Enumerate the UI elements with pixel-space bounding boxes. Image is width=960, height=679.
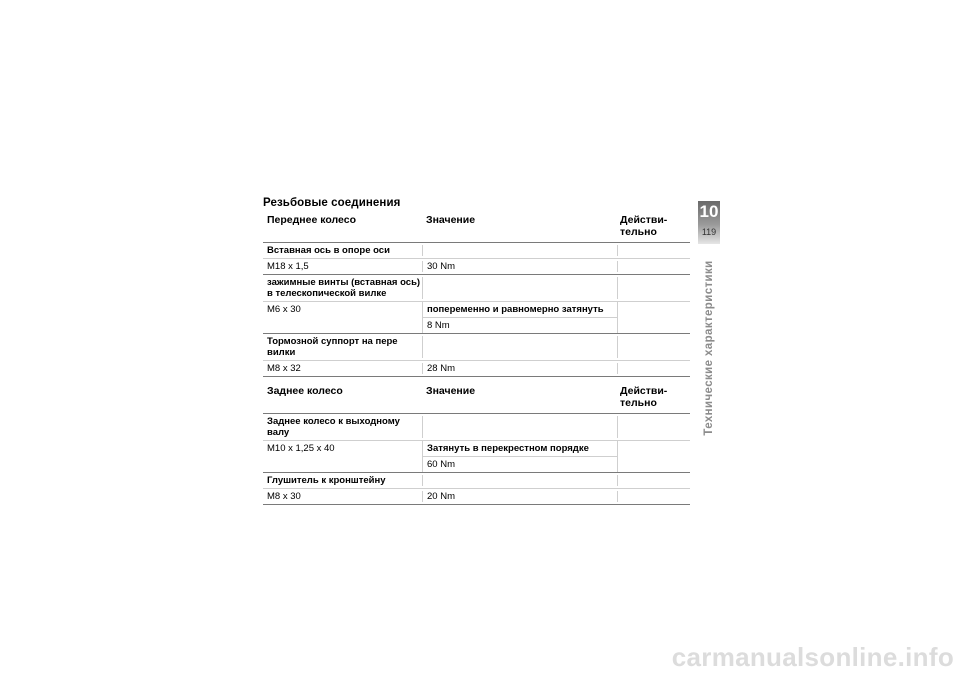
page-title: Резьбовые соединения [263, 197, 401, 209]
table-row [263, 441, 690, 473]
torque-instruction: Затянуть в перекрестном порядке [427, 443, 589, 454]
header-component: Заднее колесо [267, 385, 343, 397]
component-label: Вставная ось в опоре оси [267, 245, 390, 256]
component-label: Заднее колесо к выходному валу [267, 416, 400, 438]
thread-size: M18 x 1,5 [267, 261, 309, 272]
chapter-title-vertical: Технические характеристики [703, 260, 715, 436]
torque-value: 60 Nm [423, 456, 617, 472]
watermark: carmanualsonline.info [671, 642, 954, 672]
table-row [263, 489, 690, 505]
chapter-tab [698, 201, 720, 244]
component-label: Глушитель к кронштейну [267, 475, 386, 486]
thread-size: M8 x 32 [267, 363, 301, 374]
thread-size: M8 x 30 [267, 491, 301, 502]
table-header-front [263, 211, 690, 243]
table-header-rear [263, 382, 690, 414]
header-component: Переднее колесо [267, 214, 356, 226]
thread-size: M6 x 30 [267, 304, 301, 315]
torque-value: 8 Nm [423, 317, 617, 333]
component-label: зажимные винты (вставная ось) в телескопической вилке [267, 277, 421, 299]
torque-instruction: попеременно и равномерно затянуть [427, 304, 604, 315]
torque-value: 30 Nm [422, 261, 617, 272]
table-row [263, 275, 690, 302]
table-row [263, 259, 690, 275]
header-actual: Действи- тельно [620, 385, 668, 409]
table-row [263, 302, 690, 334]
table-row [263, 414, 690, 441]
header-actual: Действи- тельно [620, 214, 668, 238]
page-number: 119 [701, 227, 717, 237]
table-row [263, 243, 690, 259]
header-value: Значение [426, 385, 476, 397]
torque-value: 28 Nm [422, 363, 617, 374]
chapter-number: 10 [699, 202, 719, 221]
component-label: Тормозной суппорт на пере вилки [267, 336, 398, 358]
table-row [263, 361, 690, 377]
header-value: Значение [426, 214, 476, 226]
table-row [263, 334, 690, 361]
torque-table [263, 211, 690, 505]
thread-size: M10 x 1,25 x 40 [267, 443, 335, 454]
table-row [263, 473, 690, 489]
torque-value: 20 Nm [422, 491, 617, 502]
